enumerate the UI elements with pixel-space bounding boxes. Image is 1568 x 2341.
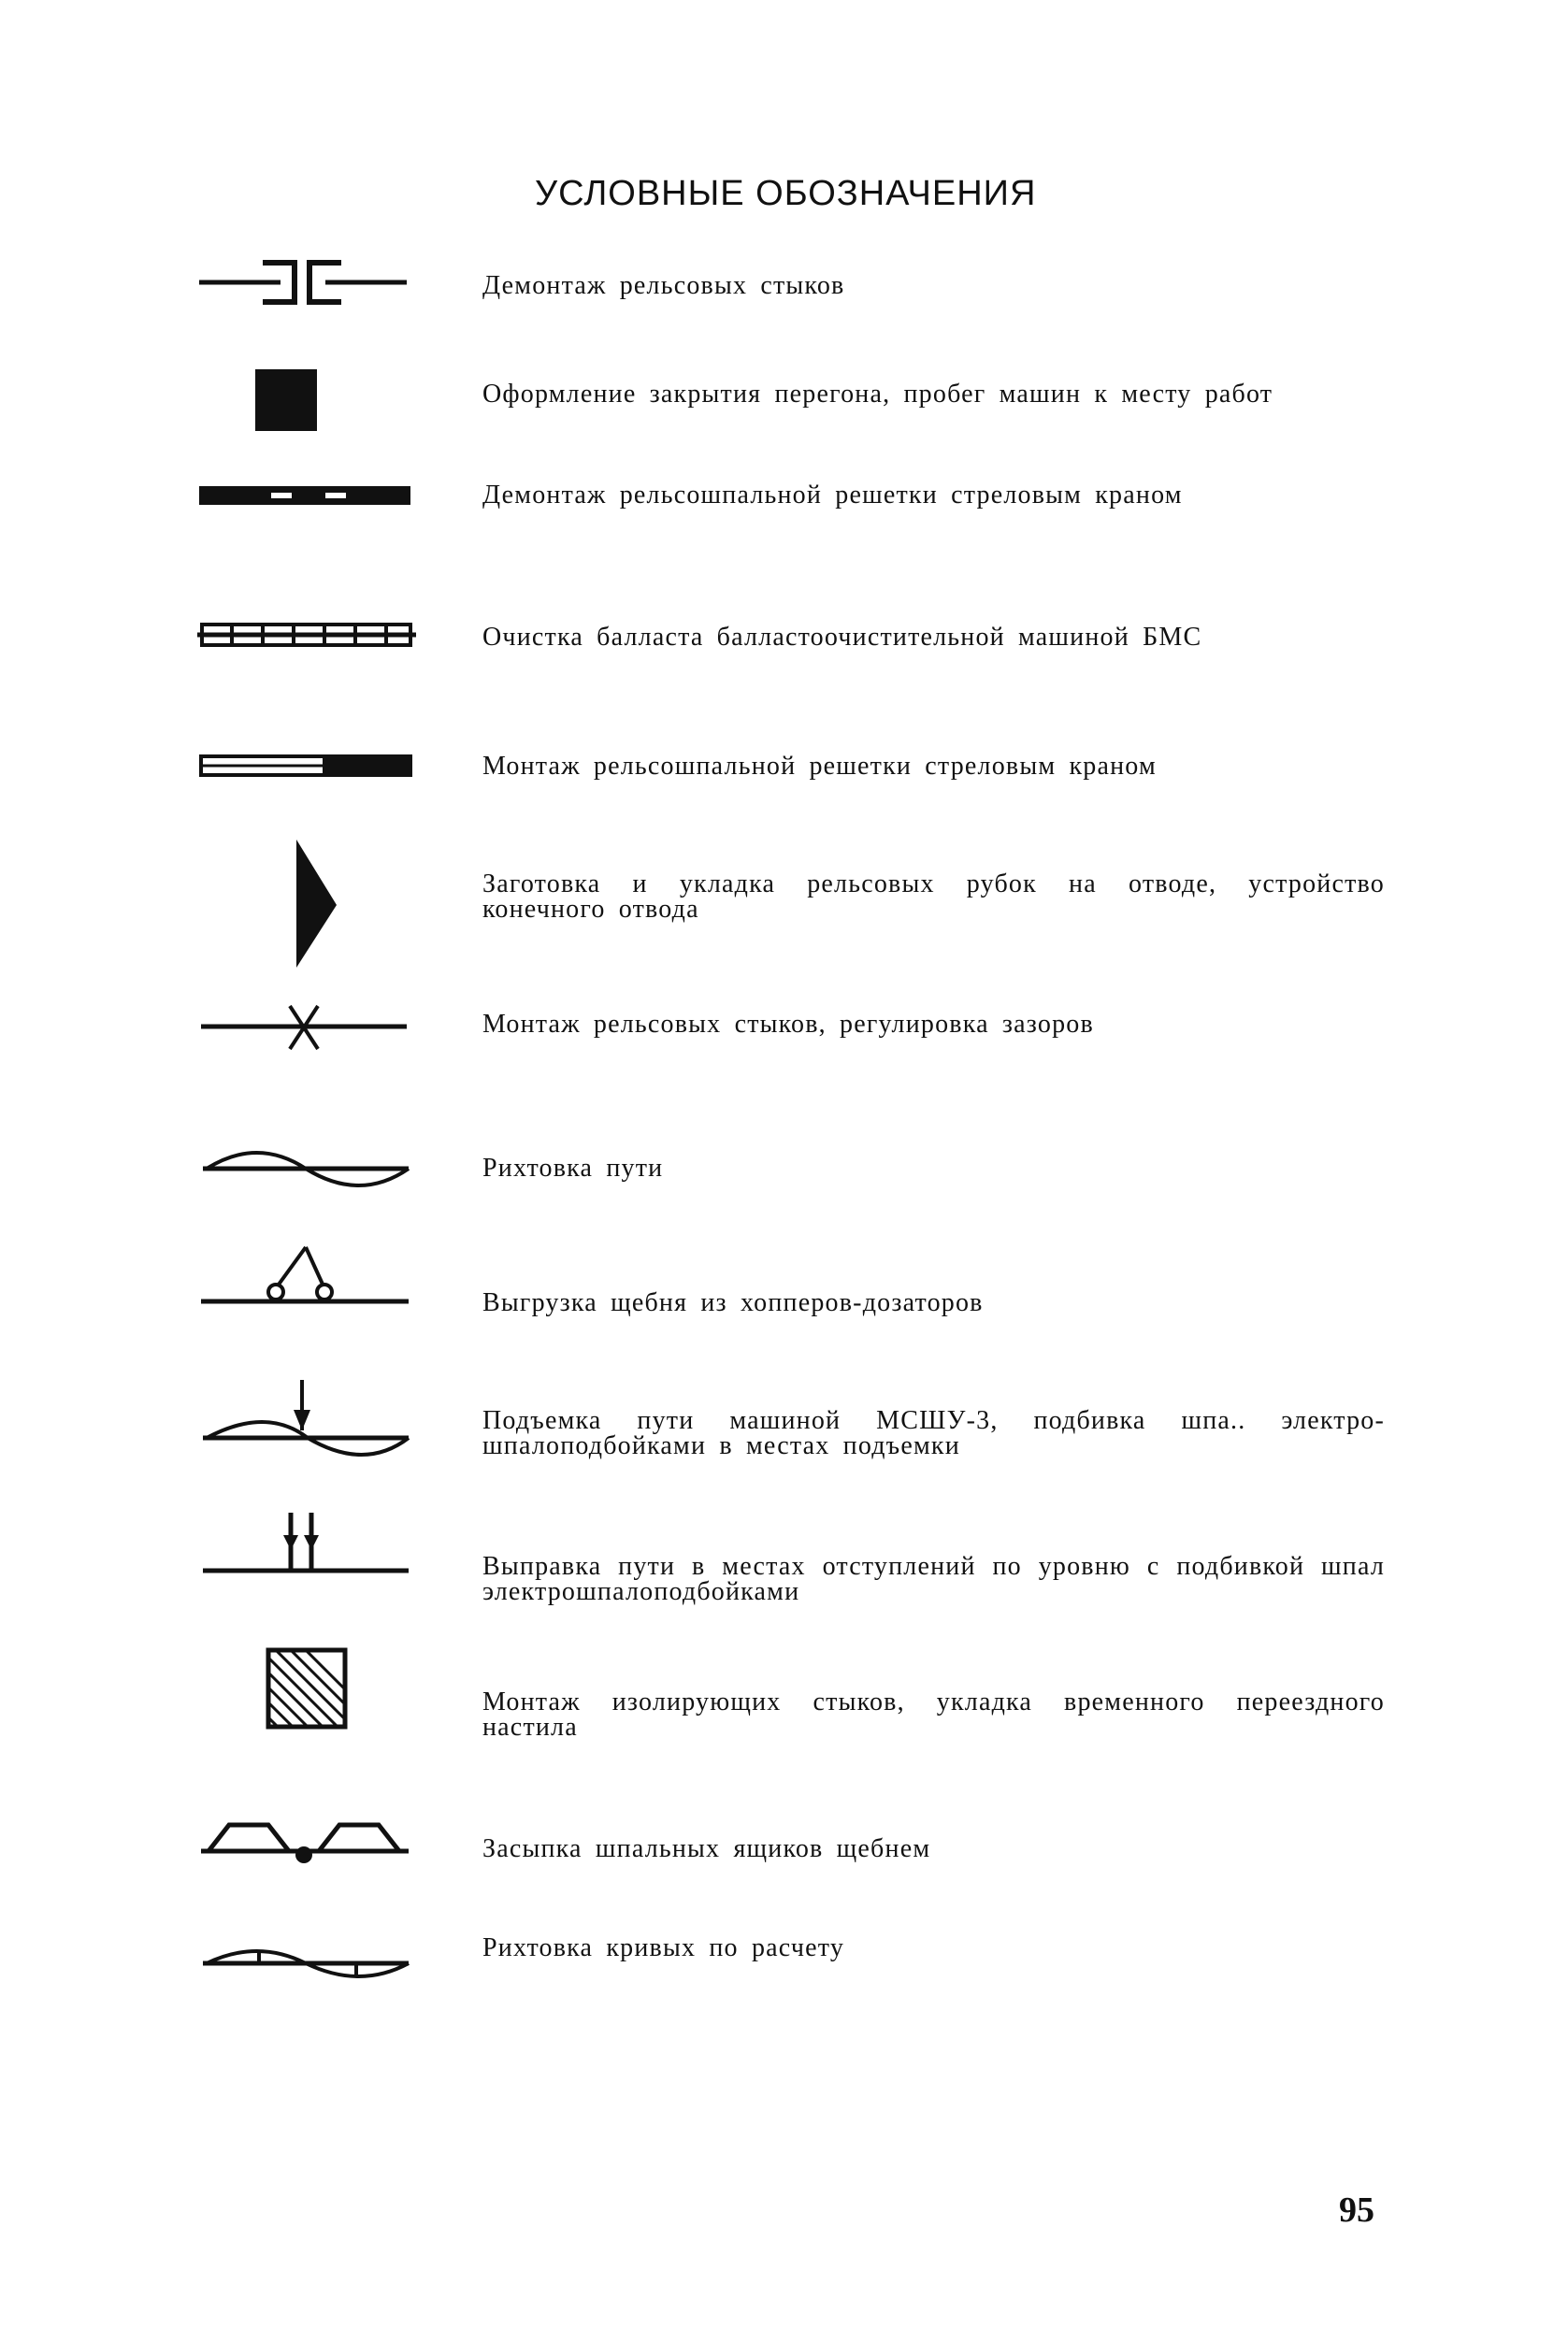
legend-text: Монтаж рельсошпальной решетки стреловым краном [482, 752, 1157, 781]
legend-text: Подъемка пути машиной МСШУ-3, подбивка шпа.. электро-шпалоподбойками в местах подъемки [482, 1406, 1385, 1460]
filled-pointer-icon [192, 832, 421, 944]
legend-text: Рихтовка кривых по расчету [482, 1933, 845, 1962]
legend-text: Выгрузка щебня из хопперов-дозаторов [482, 1288, 984, 1317]
page-number: 95 [1339, 2190, 1374, 2230]
legend-text: Выправка пути в местах отступлений по уровню с подбивкой шпал электрошпалоподбойками [482, 1552, 1385, 1606]
curve-lining-icon [192, 1926, 421, 2038]
legend-text: Оформление закрытия перегона, пробег машин к месту работ [482, 380, 1273, 409]
ladder-bar-icon [192, 608, 421, 720]
legend-text: Рихтовка пути [482, 1154, 664, 1183]
x-on-line-icon [192, 991, 421, 1103]
rail-joint-dismantling-icon [192, 245, 421, 357]
legend-text: Монтаж изолирующих стыков, укладка временного переездного настила [482, 1688, 1385, 1742]
legend-text: Очистка балласта балластоочистительной машиной БМС [482, 623, 1202, 652]
double-arrow-tamping-icon [192, 1505, 421, 1617]
track-lining-icon [192, 1131, 421, 1243]
legend-text: Заготовка и укладка рельсовых рубок на отводе, устройство конечного отвода [482, 869, 1385, 924]
filled-square-icon [192, 355, 421, 467]
dashed-thick-bar-icon [192, 467, 421, 580]
hopper-unloading-icon [192, 1234, 421, 1346]
ballast-crib-icon [192, 1795, 421, 1907]
legend-text: Демонтаж рельсошпальной решетки стреловым краном [482, 481, 1183, 510]
hatched-square-icon [192, 1641, 421, 1753]
legend-text: Демонтаж рельсовых стыков [482, 271, 845, 300]
page-title: УСЛОВНЫЕ ОБОЗНАЧЕНИЯ [535, 174, 1037, 213]
legend-text: Засыпка шпальных ящиков щебнем [482, 1834, 931, 1863]
track-lifting-arrow-icon [192, 1374, 421, 1486]
legend-text: Монтаж рельсовых стыков, регулировка зазоров [482, 1010, 1094, 1039]
